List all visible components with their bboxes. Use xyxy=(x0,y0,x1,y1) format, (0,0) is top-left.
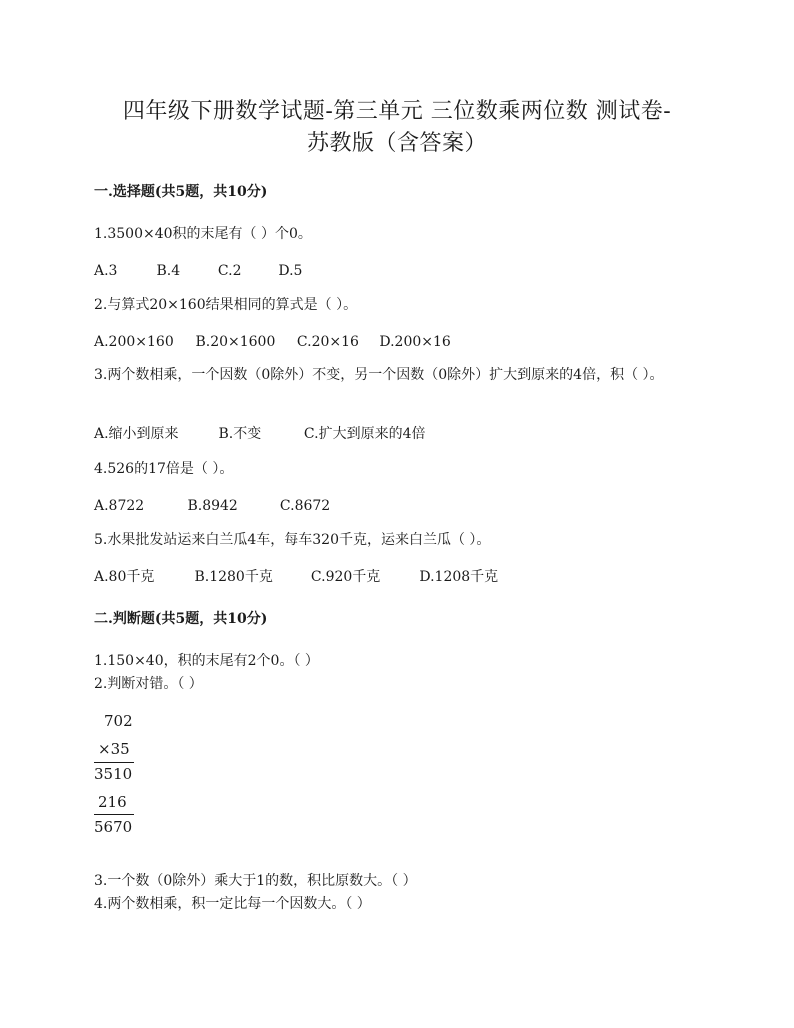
question-2-options xyxy=(94,333,451,351)
question-2: 2.与算式20×160结果相同的算式是（ ）。 xyxy=(94,297,358,313)
option-a: A.8722 xyxy=(94,498,145,514)
judge-question-2: 2.判断对错。（ ） xyxy=(94,676,203,692)
calc-result: 5670 xyxy=(94,818,133,836)
calc-partial-2: 216 xyxy=(98,793,127,811)
section-heading-judge: 二.判断题(共5题，共10分) xyxy=(94,611,268,627)
question-1-options xyxy=(94,262,302,280)
calc-partial-1: 3510 xyxy=(94,765,133,783)
question-5: 5.水果批发站运来白兰瓜4车，每车320千克，运来白兰瓜（ ）。 xyxy=(94,532,491,548)
option-b: B.不变 xyxy=(218,426,262,442)
judge-question-3: 3.一个数（0除外）乘大于1的数，积比原数大。（ ） xyxy=(94,873,417,889)
option-c: C.2 xyxy=(217,263,242,279)
question-3: 3.两个数相乘，一个因数（0除外）不变，另一个因数（0除外）扩大到原来的4倍，积（ ）。 xyxy=(94,367,664,383)
question-4-options xyxy=(94,497,330,515)
calc-rule-2 xyxy=(94,814,134,815)
option-b: B.8942 xyxy=(187,498,238,514)
question-3-options xyxy=(94,425,425,443)
option-a: A.200×160 xyxy=(94,334,174,350)
option-c: C.20×16 xyxy=(296,334,359,350)
option-a: A.缩小到原来 xyxy=(94,426,179,442)
judge-question-1: 1.150×40，积的末尾有2个0。（ ） xyxy=(94,653,319,669)
calc-rule-1 xyxy=(94,762,134,763)
calc-multiplier: ×35 xyxy=(98,740,130,758)
option-b: B.20×1600 xyxy=(195,334,276,350)
option-d: D.1208千克 xyxy=(419,569,499,585)
title-line-1: 四年级下册数学试题-第三单元 三位数乘两位数 测试卷- xyxy=(122,99,672,124)
option-d: D.5 xyxy=(278,263,303,279)
option-c: C.920千克 xyxy=(310,569,381,585)
question-1: 1.3500×40积的末尾有（ ）个0。 xyxy=(94,226,312,242)
question-4: 4.526的17倍是（ ）。 xyxy=(94,461,234,477)
page-title xyxy=(96,96,698,160)
question-5-options xyxy=(94,568,498,586)
judge-question-4: 4.两个数相乘，积一定比每一个因数大。（ ） xyxy=(94,896,371,912)
option-c: C.扩大到原来的4倍 xyxy=(303,426,426,442)
option-b: B.1280千克 xyxy=(194,569,273,585)
option-a: A.3 xyxy=(94,263,118,279)
section-heading-choice: 一.选择题(共5题，共10分) xyxy=(94,184,268,200)
option-b: B.4 xyxy=(156,263,181,279)
title-line-2: 苏教版（含答案） xyxy=(306,131,487,156)
option-a: A.80千克 xyxy=(94,569,155,585)
option-d: D.200×16 xyxy=(379,334,451,350)
calc-multiplicand: 702 xyxy=(104,712,133,730)
option-c: C.8672 xyxy=(279,498,331,514)
